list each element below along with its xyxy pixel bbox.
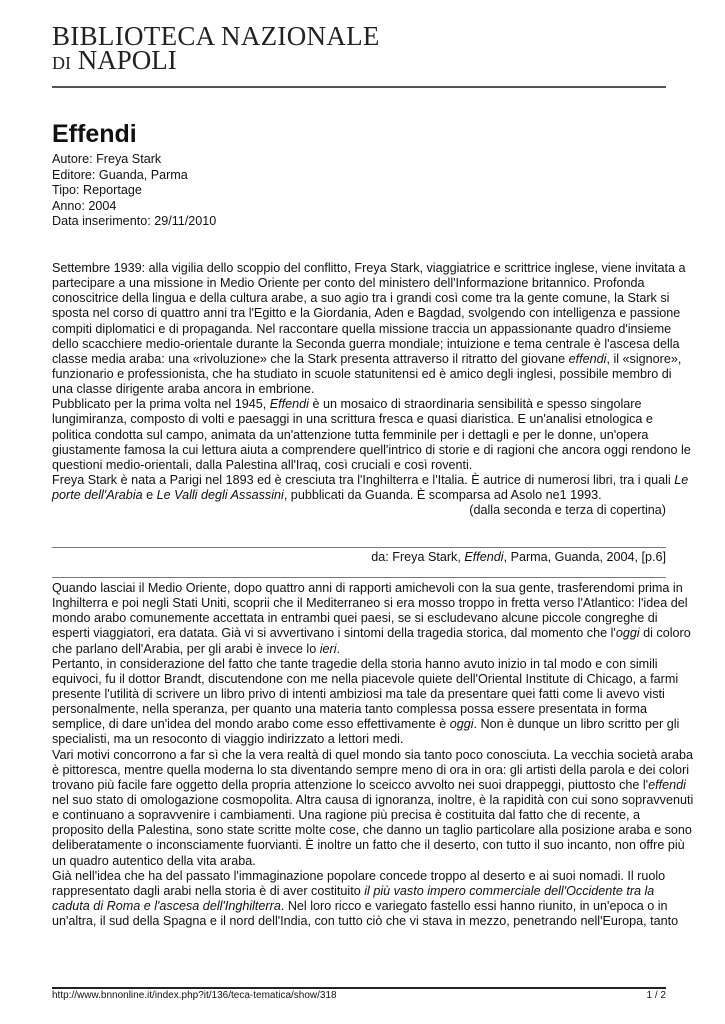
text-segment: funzionario e professionista, che ha studiato in scuole statunitensi ed è amico degli inglesi, possibile membro di: [52, 366, 672, 381]
text-segment: partecipare a una missione in Medio Oriente per conto del ministero dell'Informazione britannico. Profonda: [52, 276, 645, 291]
footer-divider: [52, 987, 666, 989]
text-segment: un quadro autentico della vita araba.: [52, 853, 256, 868]
text-line: [52, 428, 666, 443]
text-segment: nel suo stato di omologazione cosmopolita. Altra causa di ignoranza, inoltre, è la rapidità con cui sono sopravvenuti: [52, 792, 694, 807]
meta-date-inserted: Data inserimento: 29/11/2010: [52, 214, 217, 228]
text-line: [52, 777, 686, 793]
text-line: [52, 336, 680, 352]
text-line: [52, 626, 691, 641]
text-segment: dello scacchiere medio-orientale durante la Seconda guerra mondiale; intuizione e tema centrale è l'ascesa della: [52, 336, 680, 351]
text-segment: che parlano dell'Arabia, per gli arabi è invece lo: [52, 641, 320, 656]
text-line: [52, 472, 689, 488]
text-segment: giustamente famosa la cui lettura aiuta a comprendere quell'intrico di storie e di ragioni che ancora oggi rendono le: [52, 442, 691, 457]
text-segment: e: [142, 488, 157, 503]
text-line: [52, 914, 679, 929]
text-segment: lungimiranza, composto di volti e paesaggi in una scrittura fresca e quasi diaristica. E un'analisi etnologica e: [52, 412, 653, 427]
excerpt-text: [52, 581, 694, 929]
text-segment: esperti viaggiatori, era datata. Già vi si avvertivano i sintomi della tragedia storica, dal momento che l': [52, 626, 616, 641]
text-segment: . Nel loro ricco e variegato fastello essi hanno riunito, in un'epoca o in: [280, 898, 668, 913]
text-segment: Pertanto, in considerazione del fatto che tante tragedie della storia hanno avuto inizio in tal modo e con simili: [52, 656, 658, 671]
text-segment: Quando lasciai il Medio Oriente, dopo quattro anni di rapporti amichevoli con la sua gente, trasferendomi prima in: [52, 581, 683, 595]
text-segment: questioni medio-orientali, dalla Palestina all'Iraq, così cruciali e così roventi.: [52, 457, 473, 472]
italic-text: ieri: [319, 641, 337, 656]
text-line: [52, 854, 666, 869]
text-segment: sposta nel corso di quattro anni tra l'Egitto e la Giordania, Aden e Bagdad, svolgendo con intelligenza e passione: [52, 306, 681, 321]
citation: [52, 550, 666, 564]
page-title: Effendi: [52, 120, 137, 148]
text-line: [52, 596, 688, 611]
text-line: [52, 276, 666, 291]
text-line: [52, 442, 691, 458]
text-segment: trovano più facile fare oggetto della propria attenzione lo sceicco avvolto nei suoi drappeggi, piuttosto che l': [52, 777, 649, 792]
italic-text: oggi: [449, 717, 474, 732]
meta-author: Autore: Freya Stark: [52, 152, 162, 166]
citation-divider-bottom: [52, 577, 666, 578]
text-line: [52, 869, 666, 884]
text-line: [52, 732, 666, 747]
text-segment: , Parma, Guanda, 2004, [p.6]: [503, 550, 666, 564]
italic-text: Effendi: [464, 550, 504, 564]
text-segment: personalmente, nella speranza, per quanto una materia tanto complessa possa essere presentata in forma: [52, 702, 648, 717]
italic-text: Effendi: [269, 397, 309, 412]
text-segment: Pubblicato per la prima volta nel 1945,: [52, 397, 270, 412]
text-segment: di coloro: [639, 626, 691, 641]
text-segment: specialisti, ma un resoconto di viaggio indirizzato a lettori medi.: [52, 732, 404, 747]
text-line: [52, 838, 685, 853]
page-number: 1 / 2: [646, 990, 666, 1001]
meta-year: Anno: 2004: [52, 198, 117, 213]
text-line: [52, 412, 666, 427]
text-line: [52, 657, 666, 672]
text-segment: presente l'utilità di scrivere un libro privo di intenti ambiziosi ma tale da presentare quei fatti come li avevo visti: [52, 686, 665, 701]
header-divider: [52, 86, 666, 88]
meta-publisher: Editore: Guanda, Parma: [52, 167, 188, 182]
text-line: [52, 747, 694, 763]
italic-text: effendi: [648, 777, 686, 792]
text-line: [52, 611, 666, 626]
text-line: [52, 642, 666, 657]
text-line: [52, 397, 666, 412]
text-line: [52, 488, 666, 503]
italic-text: il più vasto impero commerciale dell'Occidente tra la: [364, 883, 655, 898]
text-segment: conoscitrice della lingua e della cultura arabe, a suo agio tra i grandi così come tra la gente comune, la Stark si: [52, 291, 670, 306]
text-segment: un'altra, il sud della Spagna e il nord dell'India, con tutto ciò che vi stava in mezzo, penetrando nell'Europa, tanto: [52, 914, 679, 929]
text-segment: (dalla seconda e terza di copertina): [469, 503, 666, 518]
text-segment: . Non è dunque un libro scritto per gli: [473, 717, 680, 732]
text-segment: una classe dirigente araba ancora in embrione.: [52, 382, 315, 397]
text-segment: classe media araba: una «rivoluzione» che la Stark presenta attraverso il ritratto del giovane: [52, 351, 569, 366]
text-line: [52, 291, 670, 306]
meta-type: Tipo: Reportage: [52, 183, 142, 197]
text-segment: Freya Stark è nata a Parigi nel 1893 ed è cresciuta tra l'Inghilterra e l'Italia. È autrice di numerosi libri, tra i quali: [52, 472, 675, 487]
text-line: [52, 687, 666, 702]
book-metadata: [52, 152, 216, 230]
text-line: [52, 808, 666, 823]
page-footer: [52, 990, 666, 1001]
text-segment: Già nell'idea che ha del passato l'immaginazione popolare concede troppo al deserto e ai suoi nomadi. Il ruolo: [52, 868, 666, 883]
text-line: [52, 581, 683, 596]
text-line: [52, 366, 672, 382]
text-line: [52, 321, 672, 337]
italic-text: Le Valli degli Assassini: [156, 488, 284, 503]
italic-text: oggi: [615, 626, 640, 641]
text-segment: è pittoresca, mentre quella moderna lo sta diventando sempre meno di ora in ora: gli artisti della parola e dei colori: [52, 762, 690, 777]
text-line: [52, 351, 682, 367]
text-segment: , pubblicati da Guanda. È scomparsa ad Asolo ne1 1993.: [283, 488, 602, 503]
text-line: [52, 762, 690, 778]
logo-di: DI: [52, 53, 71, 73]
text-segment: Settembre 1939: alla vigilia dello scoppio del conflitto, Freya Stark, viaggiatrice e scrittrice inglese, viene invitata a: [52, 261, 686, 275]
text-segment: politica condotta sul campo, animata da un'attenzione tutta femminile per i dettagli e per le donne, un'opera: [52, 427, 649, 442]
text-segment: , il «signore»,: [606, 351, 682, 366]
text-line: [52, 899, 666, 914]
text-segment: da: Freya Stark,: [371, 550, 465, 564]
text-segment: proposito della Palestina, sono state scritte molte cose, che danno un taglio particolare alla posizione araba e sono: [52, 823, 692, 838]
description-text: [52, 261, 691, 518]
citation-divider-top: [52, 547, 666, 548]
italic-text: Le: [674, 472, 689, 487]
italic-text: porte dell'Arabia: [52, 488, 143, 503]
text-segment: rappresentato dagli arabi nella storia è di aver costituito: [52, 883, 365, 898]
text-line: [52, 382, 666, 397]
text-segment: deliberatamente o inconsciamente fuorvianti. È inoltre un fatto che il deserto, con tutto il suo incanto, non offre più: [52, 838, 685, 853]
text-line: [52, 823, 692, 838]
footer-url: http://www.bnnonline.it/index.php?it/136/teca-tematica/show/318: [52, 990, 337, 1001]
text-segment: e continuano a sopravvenire i cambiamenti. Una ragione più precisa è costituita dal fatto che di recente, a: [52, 808, 641, 823]
text-segment: mondo arabo comunemente accettata in entrambi quei paesi, se si escludevano alcune piccole congreghe di: [52, 611, 658, 626]
text-line: [52, 671, 679, 687]
text-line: [52, 702, 666, 717]
text-segment: semplice, di dare un'idea del mondo arabo come esso effettivamente è: [52, 717, 450, 732]
library-logo-line1: BIBLIOTECA NAZIONALE: [52, 21, 380, 51]
text-segment: Inghilterra e poi negli Stati Uniti, scoprii che il Mediterraneo si era mosso troppo in fretta verso l'Atlantico: l'idea del: [52, 596, 688, 611]
italic-text: effendi: [568, 351, 607, 366]
text-segment: compiti diplomatici e di propaganda. Nel raccontare quella missione traccia un appassionante quadro d'insieme: [52, 321, 672, 336]
text-line: [52, 458, 666, 473]
text-line: [52, 717, 680, 732]
italic-text: caduta di Roma e l'ascesa dell'Inghilterra: [52, 898, 281, 913]
text-segment: è un mosaico di straordinaria sensibilità e spesso singolare: [308, 397, 642, 412]
text-line: [52, 306, 681, 321]
text-line: [52, 884, 666, 899]
text-line: [52, 792, 694, 808]
library-logo-line2: [52, 46, 177, 77]
text-segment: equivoci, fu il dottor Brandt, discutendone con me nella piacevole quiete dell'Oriental Institute di Chicago, a farmi: [52, 671, 679, 686]
logo-napoli: NAPOLI: [77, 45, 177, 75]
text-line: [52, 261, 686, 276]
text-line: [52, 503, 666, 518]
text-segment: Vari motivi concorrono a far sì che la vera realtà di quel mondo sia tanto poco conosciuta. La vecchia società araba: [52, 747, 694, 762]
text-segment: .: [336, 641, 341, 656]
